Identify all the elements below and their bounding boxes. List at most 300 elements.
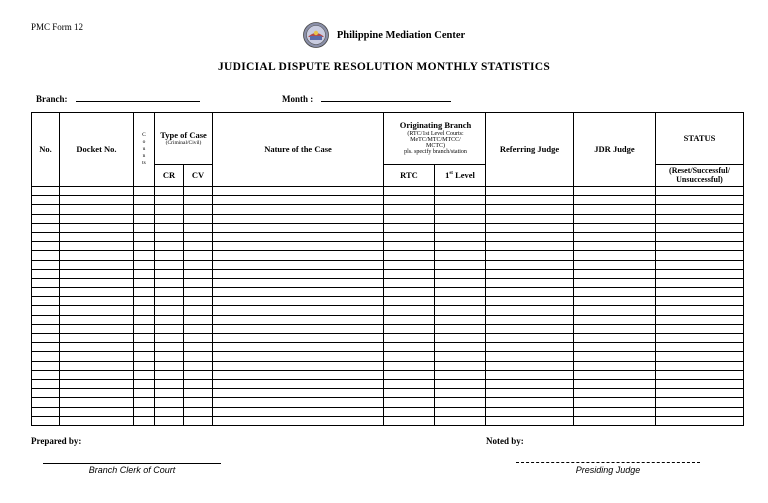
table-cell[interactable] [213, 187, 384, 196]
table-cell[interactable] [32, 389, 60, 398]
table-cell[interactable] [384, 297, 435, 306]
table-cell[interactable] [486, 416, 574, 425]
table-cell[interactable] [435, 416, 486, 425]
table-cell[interactable] [134, 288, 155, 297]
table-cell[interactable] [60, 214, 134, 223]
table-cell[interactable] [155, 196, 184, 205]
table-cell[interactable] [134, 324, 155, 333]
table-cell[interactable] [656, 407, 744, 416]
table-cell[interactable] [134, 187, 155, 196]
table-cell[interactable] [435, 324, 486, 333]
table-cell[interactable] [134, 214, 155, 223]
table-cell[interactable] [656, 361, 744, 370]
table-cell[interactable] [184, 223, 213, 232]
table-cell[interactable] [435, 232, 486, 241]
table-cell[interactable] [184, 361, 213, 370]
table-cell[interactable] [384, 361, 435, 370]
table-cell[interactable] [574, 297, 656, 306]
table-cell[interactable] [155, 205, 184, 214]
table-cell[interactable] [656, 187, 744, 196]
table-cell[interactable] [60, 324, 134, 333]
table-cell[interactable] [32, 205, 60, 214]
table-cell[interactable] [574, 269, 656, 278]
table-cell[interactable] [213, 379, 384, 388]
table-cell[interactable] [435, 205, 486, 214]
table-cell[interactable] [32, 251, 60, 260]
table-cell[interactable] [486, 260, 574, 269]
table-cell[interactable] [32, 223, 60, 232]
table-cell[interactable] [435, 242, 486, 251]
table-cell[interactable] [155, 288, 184, 297]
table-cell[interactable] [134, 269, 155, 278]
table-cell[interactable] [60, 306, 134, 315]
table-cell[interactable] [213, 361, 384, 370]
table-cell[interactable] [435, 370, 486, 379]
table-cell[interactable] [60, 343, 134, 352]
table-cell[interactable] [384, 315, 435, 324]
table-cell[interactable] [184, 288, 213, 297]
table-cell[interactable] [213, 251, 384, 260]
table-cell[interactable] [574, 223, 656, 232]
table-cell[interactable] [435, 251, 486, 260]
table-cell[interactable] [60, 242, 134, 251]
table-cell[interactable] [656, 251, 744, 260]
table-cell[interactable] [155, 315, 184, 324]
table-cell[interactable] [155, 389, 184, 398]
table-cell[interactable] [656, 278, 744, 287]
table-cell[interactable] [60, 223, 134, 232]
table-cell[interactable] [213, 389, 384, 398]
table-cell[interactable] [384, 306, 435, 315]
table-cell[interactable] [656, 297, 744, 306]
table-cell[interactable] [656, 288, 744, 297]
table-cell[interactable] [184, 297, 213, 306]
table-cell[interactable] [32, 334, 60, 343]
table-cell[interactable] [155, 214, 184, 223]
table-cell[interactable] [32, 187, 60, 196]
table-cell[interactable] [32, 343, 60, 352]
table-cell[interactable] [435, 269, 486, 278]
table-cell[interactable] [134, 361, 155, 370]
table-cell[interactable] [32, 269, 60, 278]
table-cell[interactable] [384, 251, 435, 260]
table-cell[interactable] [32, 196, 60, 205]
table-cell[interactable] [213, 398, 384, 407]
table-cell[interactable] [213, 352, 384, 361]
table-cell[interactable] [134, 407, 155, 416]
table-cell[interactable] [486, 288, 574, 297]
table-cell[interactable] [384, 352, 435, 361]
table-cell[interactable] [574, 352, 656, 361]
table-cell[interactable] [384, 269, 435, 278]
table-cell[interactable] [486, 297, 574, 306]
table-cell[interactable] [134, 352, 155, 361]
table-cell[interactable] [486, 389, 574, 398]
table-cell[interactable] [213, 260, 384, 269]
table-cell[interactable] [574, 232, 656, 241]
table-cell[interactable] [486, 223, 574, 232]
table-cell[interactable] [184, 260, 213, 269]
table-cell[interactable] [155, 269, 184, 278]
table-row [32, 251, 744, 260]
table-cell[interactable] [32, 416, 60, 425]
table-cell[interactable] [574, 324, 656, 333]
table-cell[interactable] [574, 334, 656, 343]
table-cell[interactable] [213, 223, 384, 232]
table-cell[interactable] [60, 416, 134, 425]
table-cell[interactable] [32, 352, 60, 361]
table-cell[interactable] [384, 187, 435, 196]
table-cell[interactable] [184, 232, 213, 241]
table-cell[interactable] [486, 370, 574, 379]
table-cell[interactable] [184, 205, 213, 214]
branch-input-line[interactable] [76, 92, 200, 102]
form-code: PMC Form 12 [31, 22, 84, 32]
table-cell[interactable] [60, 288, 134, 297]
table-cell[interactable] [134, 260, 155, 269]
table-cell[interactable] [155, 223, 184, 232]
table-cell[interactable] [574, 260, 656, 269]
table-cell[interactable] [60, 370, 134, 379]
table-cell[interactable] [213, 242, 384, 251]
table-cell[interactable] [213, 407, 384, 416]
table-cell[interactable] [384, 416, 435, 425]
month-input-line[interactable] [321, 92, 451, 102]
header-no: No. [32, 113, 60, 187]
table-cell[interactable] [574, 361, 656, 370]
table-cell[interactable] [486, 232, 574, 241]
table-cell[interactable] [486, 352, 574, 361]
table-cell[interactable] [486, 214, 574, 223]
table-cell[interactable] [486, 398, 574, 407]
table-cell[interactable] [486, 187, 574, 196]
table-cell[interactable] [656, 352, 744, 361]
table-cell[interactable] [155, 334, 184, 343]
table-cell[interactable] [656, 223, 744, 232]
table-cell[interactable] [134, 297, 155, 306]
table-cell[interactable] [384, 370, 435, 379]
table-row [32, 187, 744, 196]
table-cell[interactable] [213, 370, 384, 379]
table-cell[interactable] [213, 343, 384, 352]
table-cell[interactable] [435, 187, 486, 196]
table-cell[interactable] [435, 297, 486, 306]
header-rtc: RTC [384, 165, 435, 187]
table-cell[interactable] [134, 223, 155, 232]
table-cell[interactable] [60, 407, 134, 416]
table-cell[interactable] [384, 278, 435, 287]
table-cell[interactable] [486, 379, 574, 388]
table-cell[interactable] [155, 379, 184, 388]
table-cell[interactable] [184, 251, 213, 260]
table-cell[interactable] [155, 187, 184, 196]
table-cell[interactable] [184, 315, 213, 324]
table-cell[interactable] [574, 389, 656, 398]
table-cell[interactable] [656, 398, 744, 407]
table-cell[interactable] [435, 278, 486, 287]
table-cell[interactable] [60, 269, 134, 278]
table-cell[interactable] [486, 251, 574, 260]
table-cell[interactable] [155, 278, 184, 287]
table-cell[interactable] [213, 315, 384, 324]
table-cell[interactable] [32, 288, 60, 297]
table-cell[interactable] [155, 361, 184, 370]
table-cell[interactable] [134, 251, 155, 260]
table-cell[interactable] [184, 187, 213, 196]
table-cell[interactable] [134, 306, 155, 315]
table-cell[interactable] [184, 416, 213, 425]
table-cell[interactable] [384, 214, 435, 223]
table-cell[interactable] [435, 315, 486, 324]
table-cell[interactable] [134, 196, 155, 205]
table-cell[interactable] [155, 416, 184, 425]
originating-branch-note-3: MCTC) [425, 143, 445, 150]
table-cell[interactable] [384, 407, 435, 416]
table-cell[interactable] [32, 260, 60, 269]
table-cell[interactable] [184, 407, 213, 416]
table-cell[interactable] [486, 334, 574, 343]
table-cell[interactable] [435, 379, 486, 388]
table-cell[interactable] [32, 324, 60, 333]
table-cell[interactable] [155, 251, 184, 260]
table-cell[interactable] [384, 232, 435, 241]
table-cell[interactable] [60, 389, 134, 398]
table-cell[interactable] [60, 379, 134, 388]
table-cell[interactable] [184, 370, 213, 379]
table-cell[interactable] [32, 315, 60, 324]
table-cell[interactable] [184, 379, 213, 388]
table-cell[interactable] [213, 278, 384, 287]
table-cell[interactable] [435, 407, 486, 416]
table-cell[interactable] [32, 214, 60, 223]
table-cell[interactable] [134, 232, 155, 241]
table-cell[interactable] [60, 205, 134, 214]
table-cell[interactable] [384, 288, 435, 297]
table-cell[interactable] [60, 334, 134, 343]
table-cell[interactable] [656, 214, 744, 223]
table-cell[interactable] [435, 352, 486, 361]
table-cell[interactable] [155, 370, 184, 379]
table-cell[interactable] [184, 242, 213, 251]
table-cell[interactable] [32, 278, 60, 287]
table-cell[interactable] [213, 416, 384, 425]
table-cell[interactable] [213, 297, 384, 306]
table-cell[interactable] [184, 214, 213, 223]
table-cell[interactable] [435, 260, 486, 269]
table-cell[interactable] [184, 278, 213, 287]
table-cell[interactable] [213, 205, 384, 214]
table-cell[interactable] [184, 352, 213, 361]
table-cell[interactable] [60, 260, 134, 269]
table-cell[interactable] [435, 196, 486, 205]
table-cell[interactable] [574, 416, 656, 425]
table-cell[interactable] [155, 407, 184, 416]
table-cell[interactable] [486, 361, 574, 370]
table-row [32, 288, 744, 297]
table-cell[interactable] [435, 288, 486, 297]
table-cell[interactable] [184, 343, 213, 352]
table-cell[interactable] [656, 315, 744, 324]
judge-signature-line[interactable] [516, 462, 700, 463]
table-cell[interactable] [574, 251, 656, 260]
table-cell[interactable] [384, 324, 435, 333]
table-cell[interactable] [656, 260, 744, 269]
table-cell[interactable] [134, 370, 155, 379]
table-cell[interactable] [60, 315, 134, 324]
table-row [32, 398, 744, 407]
table-cell[interactable] [213, 269, 384, 278]
table-cell[interactable] [656, 416, 744, 425]
table-cell[interactable] [155, 352, 184, 361]
table-cell[interactable] [32, 407, 60, 416]
table-cell[interactable] [32, 297, 60, 306]
table-cell[interactable] [486, 343, 574, 352]
table-cell[interactable] [486, 324, 574, 333]
table-cell[interactable] [155, 343, 184, 352]
table-cell[interactable] [486, 407, 574, 416]
table-cell[interactable] [384, 379, 435, 388]
table-cell[interactable] [656, 389, 744, 398]
table-cell[interactable] [60, 187, 134, 196]
table-cell[interactable] [486, 196, 574, 205]
table-cell[interactable] [213, 232, 384, 241]
table-cell[interactable] [32, 398, 60, 407]
table-cell[interactable] [213, 288, 384, 297]
table-cell[interactable] [656, 232, 744, 241]
table-cell[interactable] [656, 343, 744, 352]
table-cell[interactable] [384, 260, 435, 269]
table-cell[interactable] [60, 251, 134, 260]
table-cell[interactable] [60, 297, 134, 306]
table-cell[interactable] [435, 361, 486, 370]
table-row [32, 205, 744, 214]
table-cell[interactable] [134, 315, 155, 324]
table-cell[interactable] [60, 278, 134, 287]
table-cell[interactable] [384, 196, 435, 205]
table-cell[interactable] [134, 389, 155, 398]
table-cell[interactable] [384, 389, 435, 398]
table-cell[interactable] [574, 205, 656, 214]
table-cell[interactable] [656, 334, 744, 343]
table-cell[interactable] [435, 389, 486, 398]
table-cell[interactable] [574, 398, 656, 407]
table-cell[interactable] [656, 269, 744, 278]
table-cell[interactable] [184, 334, 213, 343]
table-cell[interactable] [574, 306, 656, 315]
table-cell[interactable] [134, 334, 155, 343]
table-cell[interactable] [60, 398, 134, 407]
table-cell[interactable] [60, 361, 134, 370]
table-cell[interactable] [656, 370, 744, 379]
table-cell[interactable] [486, 278, 574, 287]
table-cell[interactable] [155, 324, 184, 333]
table-cell[interactable] [213, 214, 384, 223]
table-cell[interactable] [656, 196, 744, 205]
table-cell[interactable] [134, 379, 155, 388]
table-cell[interactable] [184, 324, 213, 333]
originating-branch-note-4: pls. specify branch/station [404, 149, 467, 156]
table-cell[interactable] [656, 379, 744, 388]
table-cell[interactable] [435, 343, 486, 352]
table-cell[interactable] [155, 232, 184, 241]
table-cell[interactable] [134, 416, 155, 425]
table-cell[interactable] [384, 205, 435, 214]
table-cell[interactable] [574, 288, 656, 297]
table-cell[interactable] [574, 196, 656, 205]
table-cell[interactable] [213, 334, 384, 343]
table-cell[interactable] [486, 315, 574, 324]
table-cell[interactable] [656, 324, 744, 333]
table-cell[interactable] [134, 205, 155, 214]
table-cell[interactable] [435, 398, 486, 407]
table-cell[interactable] [435, 306, 486, 315]
table-cell[interactable] [60, 352, 134, 361]
table-cell[interactable] [384, 242, 435, 251]
table-cell[interactable] [574, 187, 656, 196]
table-cell[interactable] [384, 398, 435, 407]
table-cell[interactable] [184, 389, 213, 398]
table-cell[interactable] [134, 242, 155, 251]
table-cell[interactable] [32, 379, 60, 388]
table-cell[interactable] [574, 343, 656, 352]
table-cell[interactable] [435, 223, 486, 232]
table-cell[interactable] [134, 343, 155, 352]
table-cell[interactable] [656, 306, 744, 315]
table-cell[interactable] [155, 297, 184, 306]
table-cell[interactable] [574, 407, 656, 416]
table-cell[interactable] [32, 242, 60, 251]
table-cell[interactable] [184, 306, 213, 315]
table-cell[interactable] [60, 196, 134, 205]
table-cell[interactable] [574, 242, 656, 251]
table-cell[interactable] [384, 334, 435, 343]
table-cell[interactable] [213, 306, 384, 315]
table-cell[interactable] [574, 315, 656, 324]
table-cell[interactable] [32, 306, 60, 315]
table-cell[interactable] [384, 343, 435, 352]
table-cell[interactable] [574, 278, 656, 287]
table-cell[interactable] [184, 398, 213, 407]
table-cell[interactable] [486, 205, 574, 214]
table-cell[interactable] [213, 324, 384, 333]
table-cell[interactable] [134, 278, 155, 287]
table-cell[interactable] [155, 242, 184, 251]
table-cell[interactable] [435, 334, 486, 343]
table-cell[interactable] [155, 260, 184, 269]
table-cell[interactable] [155, 306, 184, 315]
table-cell[interactable] [486, 306, 574, 315]
table-cell[interactable] [574, 370, 656, 379]
table-cell[interactable] [213, 196, 384, 205]
table-cell[interactable] [656, 242, 744, 251]
table-cell[interactable] [184, 196, 213, 205]
table-cell[interactable] [574, 214, 656, 223]
table-cell[interactable] [486, 242, 574, 251]
table-cell[interactable] [32, 361, 60, 370]
table-cell[interactable] [656, 205, 744, 214]
table-cell[interactable] [435, 214, 486, 223]
table-cell[interactable] [574, 379, 656, 388]
clerk-signature-line[interactable] [43, 463, 221, 464]
table-cell[interactable] [184, 269, 213, 278]
table-cell[interactable] [60, 232, 134, 241]
table-cell[interactable] [32, 370, 60, 379]
table-cell[interactable] [134, 398, 155, 407]
table-cell[interactable] [384, 223, 435, 232]
table-cell[interactable] [486, 269, 574, 278]
table-cell[interactable] [155, 398, 184, 407]
table-cell[interactable] [32, 232, 60, 241]
